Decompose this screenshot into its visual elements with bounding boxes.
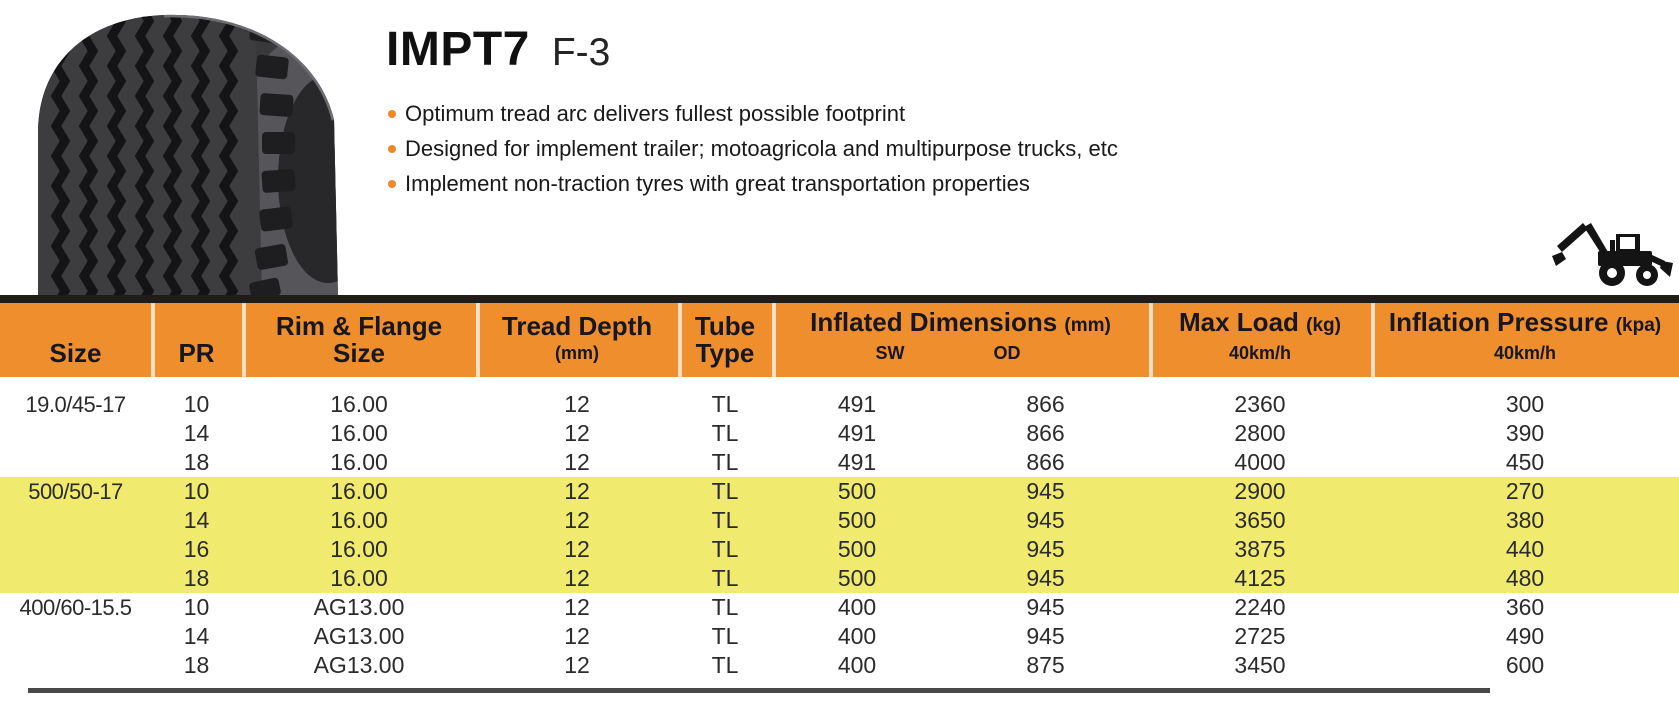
cell-pr: 14 <box>183 507 210 533</box>
cell-pressure: 380 <box>1505 507 1545 533</box>
cell-tread: 12 <box>564 594 590 620</box>
cell-sw: 491 <box>837 420 877 446</box>
cell-max_load: 2800 <box>1234 420 1286 446</box>
header-tread-depth: Tread Depth (mm) <box>501 311 653 363</box>
header-separator <box>1149 303 1153 377</box>
cell-pressure: 490 <box>1505 623 1545 649</box>
header-separator <box>242 303 246 377</box>
backhoe-icon <box>1546 218 1674 288</box>
header-pr: PR <box>178 338 215 368</box>
cell-tube: TL <box>711 507 739 533</box>
cell-pressure: 480 <box>1505 565 1545 591</box>
table-row <box>0 506 1679 535</box>
cell-tread: 12 <box>564 449 590 475</box>
cell-max_load: 3450 <box>1234 652 1286 678</box>
cell-max_load: 3650 <box>1234 507 1286 533</box>
header-separator <box>1371 303 1375 377</box>
cell-od: 945 <box>1026 594 1065 620</box>
header-rim-flange: Rim & Flange Size <box>275 311 443 368</box>
cell-sw: 500 <box>837 565 877 591</box>
header-size: Size <box>49 338 102 368</box>
cell-pr: 14 <box>183 420 210 446</box>
cell-od: 866 <box>1026 420 1065 446</box>
cell-od: 866 <box>1026 391 1065 417</box>
cell-od: 945 <box>1026 478 1065 504</box>
feature-text: Implement non-traction tyres with great transportation properties <box>405 170 1030 196</box>
cell-sw: 400 <box>837 623 877 649</box>
cell-od: 945 <box>1026 565 1065 591</box>
cell-tread: 12 <box>564 478 590 504</box>
header-separator <box>151 303 155 377</box>
cell-tube: TL <box>711 623 739 649</box>
cell-od: 945 <box>1026 536 1065 562</box>
cell-pr: 18 <box>183 565 210 591</box>
cell-od: 945 <box>1026 507 1065 533</box>
page-title <box>386 22 610 77</box>
header-max-load: Max Load (kg) 40km/h <box>1179 307 1341 363</box>
cell-max_load: 4125 <box>1234 565 1286 591</box>
table-row <box>0 622 1679 651</box>
header-separator <box>476 303 480 377</box>
cell-sw: 500 <box>837 507 877 533</box>
cell-od: 945 <box>1026 623 1065 649</box>
cell-max_load: 2360 <box>1234 391 1286 417</box>
cell-tread: 12 <box>564 565 590 591</box>
table-row <box>0 651 1679 680</box>
cell-pr: 10 <box>183 478 210 504</box>
product-name: IMPT7 <box>386 23 530 76</box>
cell-rim: 16.00 <box>330 565 388 591</box>
cell-max_load: 2900 <box>1234 478 1286 504</box>
cell-rim: AG13.00 <box>313 594 405 620</box>
cell-rim: 16.00 <box>330 391 388 417</box>
feature-item <box>388 131 1118 166</box>
cell-tube: TL <box>711 652 739 678</box>
table-row <box>0 477 1679 506</box>
cell-rim: AG13.00 <box>313 623 405 649</box>
table-row <box>0 419 1679 448</box>
cell-rim: 16.00 <box>330 536 388 562</box>
cell-tube: TL <box>711 420 739 446</box>
cell-tube: TL <box>711 594 739 620</box>
table-row <box>0 390 1679 419</box>
cell-rim: AG13.00 <box>313 652 405 678</box>
table-header <box>0 303 1679 377</box>
backhoe-icon-svg <box>1546 218 1674 288</box>
cell-pressure: 450 <box>1505 449 1545 475</box>
cell-tube: TL <box>711 449 739 475</box>
cell-tube: TL <box>711 536 739 562</box>
table-row <box>0 593 1679 622</box>
cell-rim: 16.00 <box>330 478 388 504</box>
header-separator <box>772 303 776 377</box>
bullet-icon <box>388 110 396 118</box>
feature-list <box>388 96 1118 201</box>
cell-tread: 12 <box>564 391 590 417</box>
cell-tread: 12 <box>564 536 590 562</box>
feature-text: Optimum tread arc delivers fullest possible footprint <box>405 100 906 126</box>
cell-size: 19.0/45-17 <box>25 392 126 417</box>
cell-sw: 491 <box>837 391 877 417</box>
table-row <box>0 564 1679 593</box>
cell-pr: 18 <box>183 449 210 475</box>
cell-max_load: 2240 <box>1234 594 1286 620</box>
cell-sw: 491 <box>837 449 877 475</box>
header-od: OD <box>993 343 1021 363</box>
table-row <box>0 448 1679 477</box>
cell-rim: 16.00 <box>330 420 388 446</box>
cell-pr: 16 <box>183 536 210 562</box>
cell-max_load: 3875 <box>1234 536 1286 562</box>
cell-pr: 10 <box>183 391 210 417</box>
cell-max_load: 2725 <box>1234 623 1286 649</box>
cell-tube: TL <box>711 391 739 417</box>
table-row <box>0 535 1679 564</box>
tire-photo-svg <box>12 4 352 296</box>
cell-pressure: 270 <box>1505 478 1545 504</box>
bullet-icon <box>388 145 396 153</box>
header-tube-type: Tube Type <box>694 311 756 368</box>
bottom-divider-rule <box>28 688 1490 693</box>
cell-tube: TL <box>711 478 739 504</box>
cell-pressure: 360 <box>1505 594 1545 620</box>
top-divider-bar <box>0 295 1679 303</box>
cell-rim: 16.00 <box>330 507 388 533</box>
cell-pr: 14 <box>183 623 210 649</box>
cell-pressure: 600 <box>1505 652 1545 678</box>
cell-rim: 16.00 <box>330 449 388 475</box>
feature-text: Designed for implement trailer; motoagricola and multipurpose trucks, etc <box>405 135 1118 161</box>
header-inflation-pressure: Inflation Pressure (kpa) 40km/h <box>1388 307 1662 363</box>
cell-size: 400/60-15.5 <box>19 595 132 620</box>
cell-pressure: 390 <box>1505 420 1545 446</box>
feature-item <box>388 166 1118 201</box>
cell-tube: TL <box>711 565 739 591</box>
cell-sw: 400 <box>837 594 877 620</box>
cell-max_load: 4000 <box>1234 449 1286 475</box>
cell-pr: 10 <box>183 594 210 620</box>
feature-item <box>388 96 1118 131</box>
header-inflated-dimensions: Inflated Dimensions (mm) SW OD <box>772 303 1149 377</box>
bullet-icon <box>388 180 396 188</box>
table-body <box>0 377 1679 680</box>
header-separator <box>678 303 682 377</box>
cell-tread: 12 <box>564 420 590 446</box>
cell-pressure: 300 <box>1505 391 1545 417</box>
cell-od: 875 <box>1026 652 1065 678</box>
cell-sw: 400 <box>837 652 877 678</box>
header-sw: SW <box>875 343 905 363</box>
cell-od: 866 <box>1026 449 1065 475</box>
product-code: F-3 <box>551 31 611 74</box>
cell-pr: 18 <box>183 652 210 678</box>
cell-size: 500/50-17 <box>28 479 123 504</box>
cell-tread: 12 <box>564 623 590 649</box>
cell-pressure: 440 <box>1505 536 1545 562</box>
cell-sw: 500 <box>837 536 877 562</box>
cell-sw: 500 <box>837 478 877 504</box>
cell-tread: 12 <box>564 652 590 678</box>
cell-tread: 12 <box>564 507 590 533</box>
tire-photo <box>12 4 352 296</box>
